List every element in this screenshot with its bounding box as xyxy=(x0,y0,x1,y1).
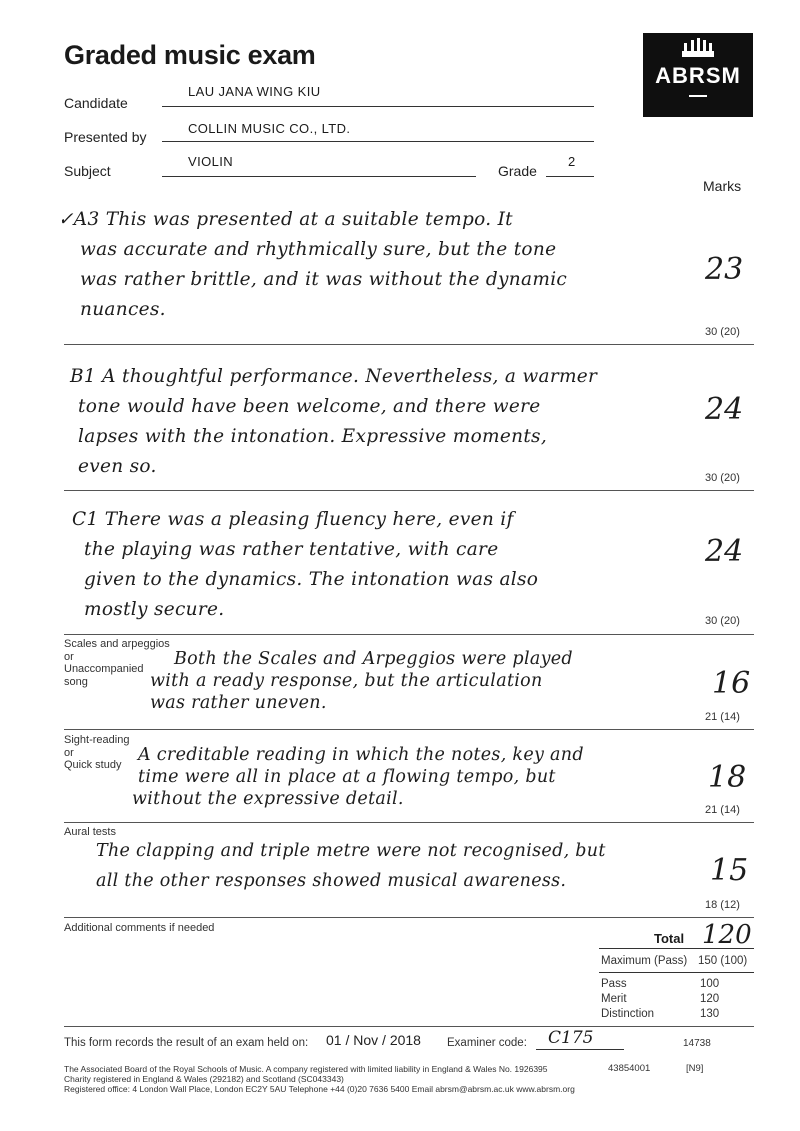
grade-line xyxy=(546,176,594,177)
divider xyxy=(64,822,754,823)
subject-line xyxy=(162,176,476,177)
section-c-max: 30 (20) xyxy=(705,615,740,627)
serial-number: 43854001 xyxy=(608,1063,651,1074)
presented-by-line xyxy=(162,141,594,142)
aural-label: Aural tests xyxy=(64,826,116,838)
page-title: Graded music exam xyxy=(64,40,316,70)
divider xyxy=(64,729,754,730)
sight-reading-max: 21 (14) xyxy=(705,804,740,816)
candidate-line xyxy=(162,106,594,107)
maximum-line xyxy=(599,972,754,973)
logo-underline xyxy=(689,95,707,97)
sight-reading-label: Sight-reading or Quick study xyxy=(64,734,130,771)
maximum-label: Maximum (Pass) xyxy=(601,955,688,967)
legal-text: The Associated Board of the Royal Schools of Music. A company registered with limited liability in England & Wales No. 1926395 Charity registered in England & Wales (292182) and Scotland (SC043343) Registered office: 4 London Wall Place, London EC2Y 5AU Telephone +44 (0)20 7636 5400 Email abrsm@abrsm.ac.uk www.abrsm.org xyxy=(64,1064,575,1094)
section-a-max: 30 (20) xyxy=(705,326,740,338)
record-text: This form records the result of an exam held on: xyxy=(64,1037,309,1049)
section-c-comment: C1 There was a pleasing fluency here, even if the playing was rather tentative, with care given to the dynamics. The intonation was also mostly secure. xyxy=(72,509,539,620)
total-value: 120 xyxy=(702,920,752,950)
exam-date: 01 / Nov / 2018 xyxy=(326,1032,421,1048)
section-b-mark: 24 xyxy=(705,392,744,427)
presented-by-label: Presented by xyxy=(64,129,147,145)
subject-label: Subject xyxy=(64,163,111,179)
maximum-value: 150 (100) xyxy=(698,955,748,967)
total-label: Total xyxy=(654,931,685,946)
divider xyxy=(64,634,754,635)
thresholds-values: 100 120 130 xyxy=(700,978,720,1020)
section-b-comment: B1 A thoughtful performance. Nevertheless, a warmer tone would have been welcome, and there were lapses with the intonation. Expressive moments, even so. xyxy=(70,366,598,477)
total-line xyxy=(599,948,754,949)
divider xyxy=(64,490,754,491)
aural-mark: 15 xyxy=(710,853,749,888)
abrsm-logo xyxy=(643,33,753,117)
candidate-label: Candidate xyxy=(64,95,128,111)
presented-by-value: COLLIN MUSIC CO., LTD. xyxy=(188,121,351,136)
examiner-line xyxy=(536,1049,624,1050)
scales-max: 21 (14) xyxy=(705,711,740,723)
section-c-mark: 24 xyxy=(705,534,744,569)
examiner-label: Examiner code: xyxy=(447,1037,527,1049)
aural-comment: The clapping and triple metre were not recognised, but all the other responses showed musical awareness. xyxy=(96,841,606,891)
form-number: 14738 xyxy=(683,1038,711,1049)
scales-mark: 16 xyxy=(712,666,751,701)
divider xyxy=(64,1026,754,1027)
candidate-value: LAU JANA WING KIU xyxy=(188,84,321,99)
grade-value: 2 xyxy=(568,154,576,169)
section-b-max: 30 (20) xyxy=(705,472,740,484)
marks-header: Marks xyxy=(703,178,742,194)
crown-icon xyxy=(680,37,716,61)
thresholds-labels: Pass Merit Distinction xyxy=(601,978,655,1020)
grade-label: Grade xyxy=(498,163,537,179)
logo-text: ABRSM xyxy=(655,63,741,88)
section-a-mark: 23 xyxy=(705,252,744,287)
form-code: [N9] xyxy=(686,1063,704,1074)
divider xyxy=(64,917,754,918)
aural-max: 18 (12) xyxy=(705,899,740,911)
additional-comments-label: Additional comments if needed xyxy=(64,922,215,934)
scales-label: Scales and arpeggios or Unaccompanied song xyxy=(64,638,170,688)
scales-comment: Both the Scales and Arpeggios were played with a ready response, but the articulation was rather uneven. xyxy=(150,649,573,713)
subject-value: VIOLIN xyxy=(188,154,234,169)
divider xyxy=(64,344,754,345)
section-a-comment: ✓A3 This was presented at a suitable tempo. It was accurate and rhythmically sure, but the tone was rather brittle, and it was without the dynamic nuances. xyxy=(58,209,568,320)
examiner-code: C175 xyxy=(548,1028,594,1048)
sight-reading-mark: 18 xyxy=(708,760,747,795)
sight-reading-comment: A creditable reading in which the notes, key and time were all in place at a flowing tempo, but without the expressive detail. xyxy=(132,745,584,809)
